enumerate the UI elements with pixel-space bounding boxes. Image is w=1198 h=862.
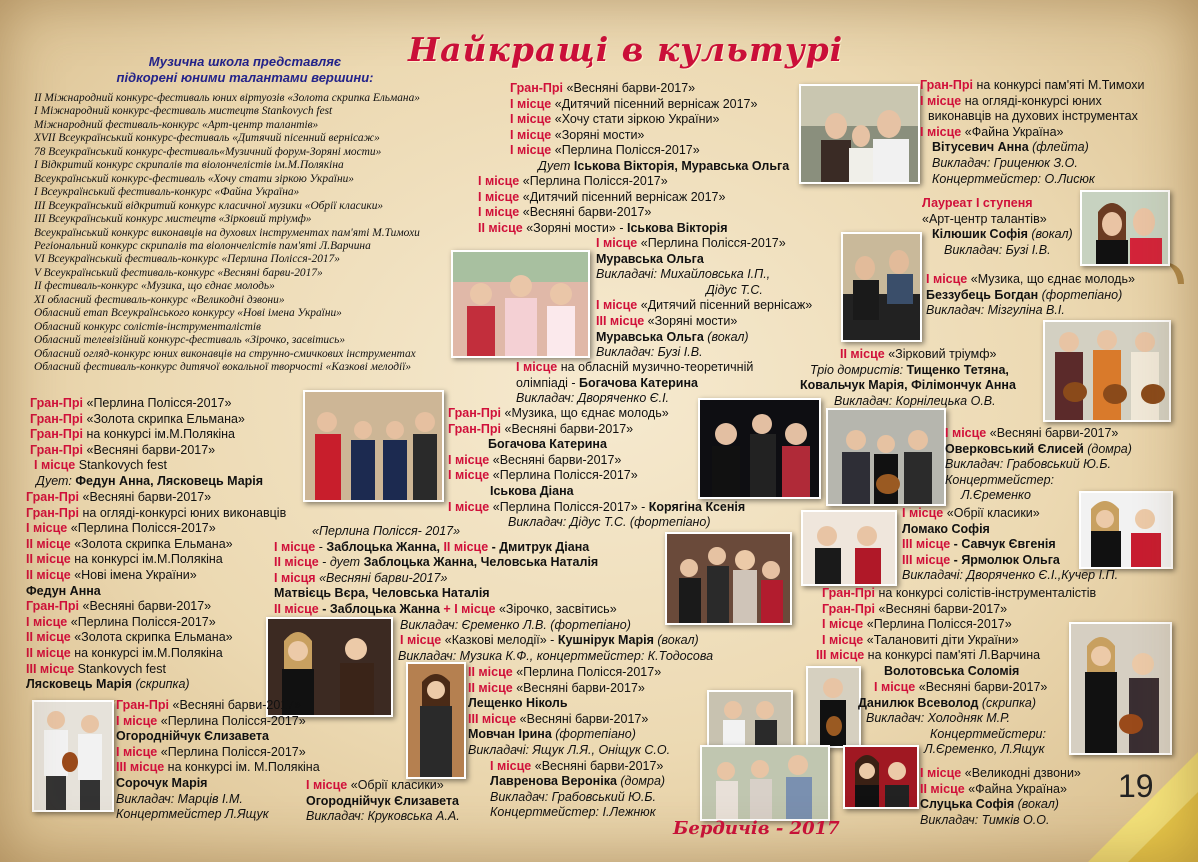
contest-item: XVII Всеукраїнський конкурс-фестиваль «Дитячий пісенний вернісаж» — [34, 132, 380, 145]
photo-kiliushyk — [1080, 190, 1170, 266]
photo-muravska — [451, 250, 590, 358]
contest-item: II Міжнародний конкурс-фестиваль юних віртуозів «Золота скрипка Ельмана» — [34, 92, 420, 104]
contest-item: I Міжнародний конкурс-фестиваль мистецтв Stankovych fest — [34, 105, 333, 118]
photo-leshchenko — [707, 690, 793, 752]
block-lomako: І місце «Обрії класики» Ломако Софія ІІІ місце - Савчук Євгенія ІІІ місце - Ярмолюк Ольга Викладачі: Дворяченко Є.І.,Кучер І.П. — [902, 506, 1119, 583]
contest-item: Обласний телевізійний конкурс-фестиваль «Зірочко, засвітись» — [34, 334, 346, 347]
photo-ohorodniichuk — [406, 662, 466, 779]
footer-city-year: Бердичів - 2017 — [673, 818, 840, 839]
block-bohachova-iskova-koriagina: Гран-Прі «Музика, що єднає молодь» Гран-Прі «Весняні барви-2017» Богачова Катерина І місце «Весняні барви-2017» І місце «Перлина Полісся-2017» Іськова Діана І місце «Перлина Полісся-2017» - Корягіна Ксенія Викладач: Дідус Т.С. (фортепіано) — [448, 406, 746, 530]
photo-fedun-liaskovets — [303, 390, 444, 502]
block-bohachova-olympiad: І місце на обласній музично-теоретичній олімпіаді - Богачова Катерина Викладач: Дворяченко Є.І. — [516, 360, 754, 406]
contest-item: III Всеукраїнський відкритий конкурс класичної музики «Обрії класики» — [34, 199, 384, 212]
photo-vitusevych — [799, 84, 920, 184]
contest-item: II фестиваль-конкурс «Музика, що єднає молодь» — [34, 280, 275, 293]
block-fedun-liaskovets: Гран-Прі «Весняні барви-2017» Гран-Прі на огляді-конкурсі юних виконавців І місце «Перлина Полісся-2017» ІІ місце «Золота скрипка Ельмана» ІІ місце на конкурсі ім.М.Полякіна ІІ місце «Нові імена України» Федун Анна Гран-Прі «Весняні барви-2017» І місце «Перлина Полісся-2017» ІІ місце «Золота скрипка Ельмана» ІІ місце на конкурсі ім.М.Полякіна ІІІ місце Stankovych fest Лясковець Марія (скрипка) — [26, 490, 287, 692]
block-slutska: І місце «Великодні дзвони» ІІ місце «Файна Україна» Слуцька Софія (вокал) Викладач: Тимків О.О. — [920, 766, 1081, 827]
contest-list — [34, 92, 420, 375]
contest-item: VI Всеукраїнський фестиваль-конкурс «Перлина Полісся-2017» — [34, 253, 340, 266]
contest-item: Регіональний конкурс скрипалів та віолончелістів пам'яті Л.Варчина — [34, 239, 371, 252]
block-duet-fedun-liaskovets: Гран-Прі «Перлина Полісся-2017» Гран-Прі «Золота скрипка Ельмана» Гран-Прі на конкурсі ім.М.Полякіна Гран-Прі «Весняні барви-2017» І місце Stankovych fest Дует: Федун Анна, Лясковець Марія — [30, 396, 264, 488]
contest-item: Обласний етап Всеукраїнського конкурсу «Нові імена України» — [34, 307, 342, 320]
contest-item: Обласний огляд-конкурс юних виконавців на струнно-смичкових інструментах — [34, 347, 416, 360]
page-number: 19 — [1118, 768, 1154, 804]
contest-item: Обласний фестиваль-конкурс дитячої вокальної творчості «Казкові мелодії» — [34, 361, 412, 374]
photo-sorochuk — [32, 700, 114, 812]
block-iskova: І місце «Перлина Полісся-2017» І місце «Дитячий пісенний вернісаж 2017» І місце «Весняні барви-2017» ІІ місце «Зоряні мости» - Іськова Вікторія — [478, 174, 728, 235]
contest-item: Всеукраїнський конкурс виконавців на духових інструментах пам'яті М.Тимохи — [34, 226, 420, 239]
contest-item: V Всеукраїнський фестиваль-конкурс «Весняні барви-2017» — [34, 266, 323, 279]
page-title: Найкращі в культурі — [408, 30, 844, 69]
block-trio: ІІ місце «Зірковий тріумф» Тріо домристів: Тищенко Тетяна, Ковальчук Марія, Філімончук Анна Викладач: Корнілецька О.В. — [800, 347, 1016, 408]
photo-trio-domra — [1043, 320, 1171, 422]
block-bezzubets: І місце «Музика, що єднає молодь» Беззубець Богдан (фортепіано) Викладач: Мізгуліна В.І. — [926, 272, 1135, 318]
photo-lavrenova — [700, 745, 830, 821]
block-volotovska: Гран-Прі на конкурсі солістів-інструменталістів Гран-Прі «Весняні барви-2017» І місце «Перлина Полісся-2017» І місце «Талановиті діти України» ІІІ місце на конкурсі пам'яті Л.Варчина Волотовська Соломія — [816, 586, 1097, 678]
intro-text: Музична школа представляє підкорені юними талантами вершини: — [116, 54, 374, 85]
contest-item: III Всеукраїнський конкурс мистецтв «Зірковий тріумф» — [34, 213, 312, 226]
block-leshchenko-movchan-lavrenova: ІІ місце «Перлина Полісся-2017» ІІ місце «Весняні барви-2017» Лещенко Ніколь ІІІ місце «Весняні барви-2017» Мовчан Ірина (фортепіано) Викладачі: Ящук Л.Я., Оніщук С.О. І місце «Весняні барви-2017» Лавренова Вероніка (домра) Викладач: Грабовський Ю.Б. Концертмейстер: І.Лежнюк — [468, 665, 671, 820]
block-danyliuk: І місце «Весняні барви-2017» Данилюк Всеволод (скрипка) Викладач: Холодняк М.Р. Концертмейстери: Л.Єременко, Л.Ящук — [858, 680, 1048, 757]
block-iskova-muravska: Гран-Прі «Весняні барви-2017» І місце «Дитячий пісенний вернісаж 2017» І місце «Хочу стати зіркою України» І місце «Зоряні мости» І місце «Перлина Полісся-2017» Дует Іськова Вікторія, Муравська Ольга — [510, 81, 790, 173]
block-ohorodniichuk-obrii: І місце «Обрії класики» Огороднійчук Єлизавета Викладач: Круковська А.А. — [306, 778, 460, 824]
photo-overkovskyi — [826, 408, 946, 506]
contest-item: I Всеукраїнський фестиваль-конкурс «Файна Україна» — [34, 186, 300, 199]
block-muravska: І місце «Перлина Полісся-2017» Муравська Ольга Викладачі: Михайловська І.П., Дідус Т.С. І місце «Дитячий пісенний вернісаж» ІІІ місце «Зоряні мости» Муравська Ольга (вокал) Викладач: Бузі І.В. — [596, 236, 813, 360]
contest-item: Міжнародний фестиваль-конкурс «Арт-центр талантів» — [34, 118, 319, 131]
block-overkovskyi: І місце «Весняні барви-2017» Оверковський Єлисей (домра) Викладач: Грабовський Ю.Б. Концертмейстер: Л.Єременко — [945, 426, 1132, 503]
photo-bezzubets — [841, 232, 922, 342]
block-kiliushyk: Лауреат І ступеня «Арт-центр талантів» Кілюшик Софія (вокал) Викладач: Бузі І.В. — [922, 196, 1073, 257]
block-ohorodniichuk-sorochuk: Гран-Прі «Весняні барви-2017» І місце «Перлина Полісся-2017» Огороднійчук Єлизавета І місце «Перлина Полісся-2017» ІІІ місце на конкурсі ім. М.Полякіна Сорочук Марія Викладач: Марців І.М. Концертмейстер Л.Ящук — [116, 698, 320, 822]
contest-item: Всеукраїнський конкурс-фестиваль «Хочу стати зіркою України» — [34, 172, 354, 185]
block-vitusevych: Гран-Прі на конкурсі пам'яті М.Тимохи І місце на огляді-конкурсі юних виконавців на духових інструментах І місце «Файна Україна» Вітусевич Анна (флейта) Викладач: Гриценюк З.О. Концертмейстер: О.Лисюк — [920, 78, 1145, 186]
contest-item: Обласний конкурс солістів-інструменталістів — [34, 320, 261, 333]
block-zablotska: «Перлина Полісся- 2017» І місце - Заблоцька Жанна, ІІ місце - Дмитрук Діана ІІ місце - дует Заблоцька Жанна, Человська Наталія І місця «Весняні барви-2017» Матвієць Вєра, Человська Наталія ІІ місце - Заблоцька Жанна + І місце «Зірочко, засвітись» Викладач: Єременко Л.В. (фортепіано) І місце «Казкові мелодії» - Кушнірук Марія (вокал) Викладач: Музика К.Ф., концертмейстер: К.Тодосова — [274, 524, 714, 663]
contest-item: XI обласний фестиваль-конкурс «Великодні дзвони» — [34, 293, 285, 306]
contest-item: I Відкритий конкурс скрипалів та віолончелістів ім.М.Полякіна — [34, 159, 344, 172]
contest-item: 78 Всеукраїнський конкурс-фестиваль«Музичний форум-Зоряні мости» — [34, 145, 382, 158]
photo-savchuk-iarmoliuk — [801, 510, 897, 586]
